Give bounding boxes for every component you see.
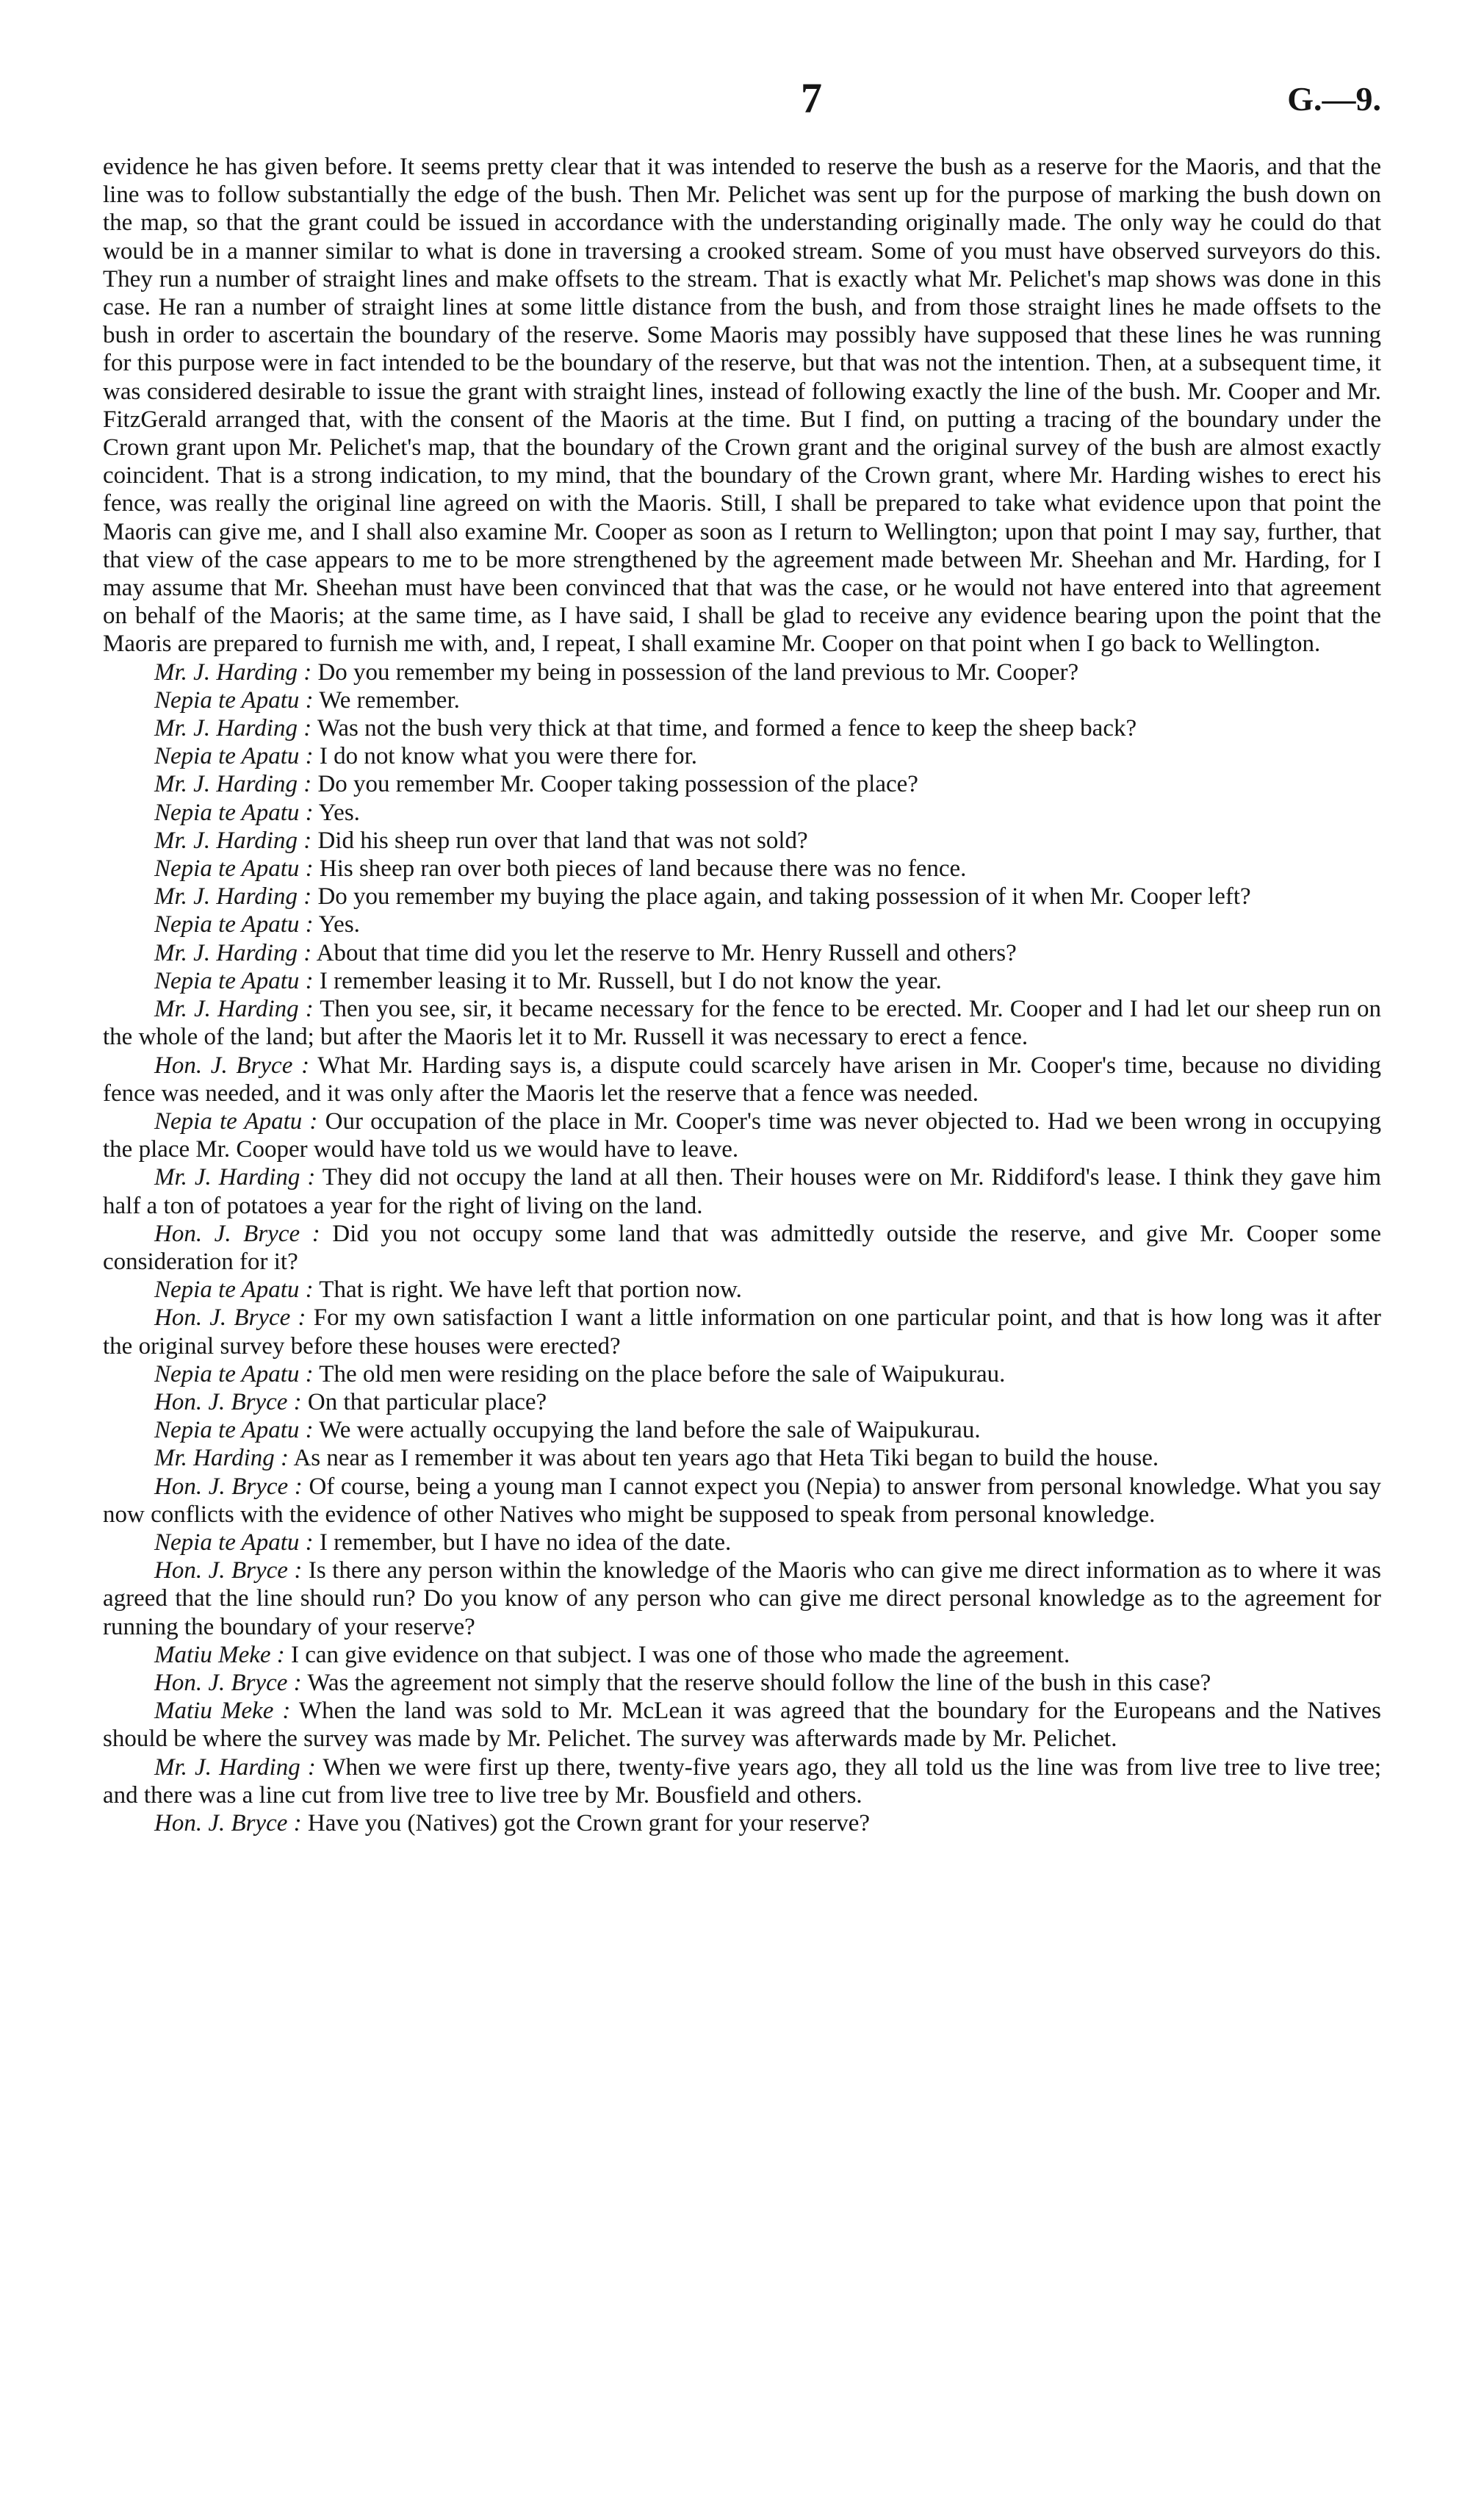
dialogue-line (103, 742, 1381, 770)
speaker-name: Nepia te Apatu : (154, 1360, 314, 1387)
speaker-name: Nepia te Apatu : (154, 799, 314, 826)
dialogue-line (103, 1753, 1381, 1809)
paragraph-text: Do you remember my buying the place again, and taking possession of it when Mr. Cooper left? (317, 883, 1251, 911)
speaker-name: Mr. J. Harding : (154, 996, 314, 1023)
dialogue-line (103, 1444, 1381, 1472)
dialogue-line (103, 686, 1381, 714)
dialogue-line (103, 1669, 1381, 1697)
paragraph-text: I remember, but I have no idea of the date. (319, 1529, 732, 1556)
dialogue-line (103, 1473, 1381, 1529)
paragraph-text: Yes. (318, 911, 360, 938)
speaker-name: Hon. J. Bryce : (154, 1220, 320, 1247)
paragraph-text: Was the agreement not simply that the reserve should follow the line of the bush in this case? (307, 1669, 1211, 1696)
paragraph-text: Then you see, sir, it became necessary for the fence to be erected. Mr. Cooper and I had let our sheep run on the whole of the land; but after the Maoris let it to Mr. Russell it was necessary to erect a fence. (103, 996, 1381, 1051)
paragraph-text: We were actually occupying the land before the sale of Waipukurau. (319, 1417, 981, 1444)
paragraph-text: Have you (Natives) got the Crown grant for your reserve? (307, 1809, 871, 1836)
speaker-name: Hon. J. Bryce : (154, 1304, 306, 1332)
paragraph-text: That is right. We have left that portion now. (319, 1277, 742, 1304)
paragraph-text: I can give evidence on that subject. I was one of those who made the agreement. (291, 1641, 1070, 1668)
speaker-name: Nepia te Apatu : (154, 1107, 318, 1135)
dialogue-line (103, 1220, 1381, 1276)
dialogue-line (103, 1641, 1381, 1669)
page-number: 7 (801, 74, 822, 122)
speaker-name: Hon. J. Bryce : (154, 1669, 302, 1696)
dialogue-line (103, 1809, 1381, 1837)
opening-paragraph (103, 153, 1381, 658)
dialogue-line (103, 827, 1381, 855)
dialogue-line (103, 1529, 1381, 1556)
paragraph-text: When we were first up there, twenty-five years ago, they all told us the line was from live tree to live tree; and there was a line cut from live tree to live tree by Mr. Bousfield and others. (103, 1753, 1381, 1809)
dialogue-line (103, 883, 1381, 911)
dialogue-line (103, 1360, 1381, 1388)
paragraph-text: I remember leasing it to Mr. Russell, but I do not know the year. (319, 967, 942, 994)
document-body (103, 153, 1381, 1837)
page-header (103, 73, 1381, 132)
paragraph-text: They did not occupy the land at all then. Their houses were on Mr. Riddiford's lease. I think they gave him half a ton of potatoes a year for the right of living on the land. (103, 1164, 1381, 1219)
dialogue-line (103, 770, 1381, 798)
dialogue-line (103, 714, 1381, 742)
speaker-name: Nepia te Apatu : (154, 911, 314, 938)
speaker-name: Mr. J. Harding : (154, 771, 312, 798)
speaker-name: Mr. J. Harding : (154, 715, 312, 742)
dialogue-line (103, 1052, 1381, 1107)
paragraph-text: About that time did you let the reserve to Mr. Henry Russell and others? (316, 939, 1017, 966)
speaker-name: Hon. J. Bryce : (154, 1052, 310, 1079)
paragraph-text: For my own satisfaction I want a little information on one particular point, and that is how long was it after the original survey before these houses were erected? (103, 1304, 1381, 1360)
paragraph-text: Did his sheep run over that land that was not sold? (317, 827, 808, 854)
speaker-name: Hon. J. Bryce : (154, 1473, 303, 1500)
dialogue-line (103, 799, 1381, 827)
dialogue-line (103, 1163, 1381, 1219)
paragraph-text: Yes. (318, 799, 360, 826)
speaker-name: Hon. J. Bryce : (154, 1388, 302, 1415)
dialogue-line (103, 658, 1381, 686)
speaker-name: Mr. J. Harding : (154, 827, 312, 854)
paragraph-text: Did you not occupy some land that was admittedly outside the reserve, and give Mr. Cooper some consideration for it? (103, 1220, 1381, 1275)
dialogue-line (103, 1388, 1381, 1416)
speaker-name: Nepia te Apatu : (154, 686, 314, 714)
speaker-name: Mr. Harding : (154, 1445, 289, 1472)
paragraph-text: Is there any person within the knowledge of the Maoris who can give me direct information as to where it was agreed that the line should run? Do you know of any person who can give me direct personal knowledge as to the agreement for running the boundary of your reserve? (103, 1557, 1381, 1640)
dialogue-line (103, 911, 1381, 938)
dialogue-line (103, 939, 1381, 967)
speaker-name: Hon. J. Bryce : (154, 1809, 302, 1836)
speaker-name: Mr. J. Harding : (154, 939, 312, 966)
paragraph-text: What Mr. Harding says is, a dispute could scarcely have arisen in Mr. Cooper's time, because no dividing fence was needed, and it was only after the Maoris let the reserve that a fence was needed. (103, 1052, 1381, 1107)
speaker-name: Nepia te Apatu : (154, 1417, 314, 1444)
speaker-name: Nepia te Apatu : (154, 967, 314, 994)
dialogue-line (103, 1556, 1381, 1641)
document-code: G.—9. (1287, 80, 1381, 118)
paragraph-text: When the land was sold to Mr. McLean it was agreed that the boundary for the Europeans and the Natives should be where the survey was made by Mr. Pelichet. The survey was afterwards made by Mr. Pelichet. (103, 1698, 1382, 1753)
paragraph-text: Our occupation of the place in Mr. Cooper's time was never objected to. Had we been wrong in occupying the place Mr. Cooper would have told us we would have to leave. (103, 1107, 1381, 1163)
paragraph-text: Of course, being a young man I cannot expect you (Nepia) to answer from personal knowledge. What you say now conflicts with the evidence of other Natives who might be supposed to speak from personal knowledge. (103, 1473, 1381, 1528)
speaker-name: Matiu Meke : (154, 1641, 285, 1668)
paragraph-text: As near as I remember it was about ten years ago that Heta Tiki began to build the house. (293, 1445, 1159, 1472)
paragraph-text: Was not the bush very thick at that time, and formed a fence to keep the sheep back? (317, 715, 1137, 742)
speaker-name: Mr. J. Harding : (154, 658, 312, 686)
dialogue-line (103, 1107, 1381, 1163)
dialogue-line (103, 1697, 1381, 1753)
paragraph-text: Do you remember Mr. Cooper taking possession of the place? (317, 771, 918, 798)
dialogue-line (103, 995, 1381, 1051)
paragraph-text: We remember. (319, 686, 460, 714)
paragraph-text: I do not know what you were there for. (319, 743, 697, 770)
speaker-name: Nepia te Apatu : (154, 855, 314, 883)
speaker-name: Mr. J. Harding : (154, 1753, 316, 1781)
speaker-name: Mr. J. Harding : (154, 1164, 316, 1191)
dialogue-line (103, 1304, 1381, 1360)
paragraph-text: Do you remember my being in possession of the land previous to Mr. Cooper? (317, 658, 1079, 686)
speaker-name: Nepia te Apatu : (154, 1277, 314, 1304)
speaker-name: Nepia te Apatu : (154, 743, 314, 770)
paragraph-text: On that particular place? (307, 1388, 547, 1415)
speaker-name: Nepia te Apatu : (154, 1529, 314, 1556)
speaker-name: Hon. J. Bryce : (154, 1557, 303, 1584)
dialogue-line (103, 1276, 1381, 1304)
speaker-name: Mr. J. Harding : (154, 883, 312, 911)
paragraph-text: The old men were residing on the place before the sale of Waipukurau. (319, 1360, 1006, 1387)
paragraph-text: His sheep ran over both pieces of land because there was no fence. (319, 855, 967, 883)
dialogue-line (103, 855, 1381, 883)
dialogue-line (103, 1416, 1381, 1444)
paragraph-text: evidence he has given before. It seems pretty clear that it was intended to reserve the bush as a reserve for the Maoris, and that the line was to follow substantially the edge of the bush. Then Mr. Pelichet was sent up for the purpose of marking the bush down on the map, so that the grant could be issued in accordance with the understanding originally made. The only way he could do that would be in a manner similar to what is done in traversing a crooked stream. Some of you must have observed surveyors do this. They run a number of straight lines and make offsets to the stream. That is exactly what Mr. Pelichet's map shows was done in this case. He ran a number of straight lines at some little distance from the bush, and from those straight lines he made offsets to the bush in order to ascertain the boundary of the reserve. Some Maoris may possibly have supposed that these lines he was running for this purpose were in fact intended to be the boundary of the reserve, but that was not the intention. Then, at a subsequent time, it was considered desirable to issue the grant with straight lines, instead of following exactly the line of the bush. Mr. Cooper and Mr. FitzGerald arranged that, with the consent of the Maoris at the time. But I find, on putting a tracing of the boundary under the Crown grant upon Mr. Pelichet's map, that the boundary of the Crown grant and the original survey of the bush are almost exactly coincident. That is a strong indication, to my mind, that the boundary of the Crown grant, where Mr. Harding wishes to erect his fence, was really the original line agreed on with the Maoris. Still, I shall be prepared to take what evidence upon that point the Maoris can give me, and I shall also examine Mr. Cooper as soon as I return to Wellington; upon that point I may say, further, that that view of the case appears to me to be more strengthened by the agreement made between Mr. Sheehan and Mr. Harding, for I may assume that Mr. Sheehan must have been convinced that that was the case, or he would not have entered into that agreement on behalf of the Maoris; at the same time, as I have said, I shall be glad to receive any evidence bearing upon the point that the Maoris are prepared to furnish me with, and, I repeat, I shall examine Mr. Cooper on that point when I go back to Wellington. (103, 154, 1381, 658)
dialogue-line (103, 967, 1381, 995)
speaker-name: Matiu Meke : (154, 1698, 291, 1725)
